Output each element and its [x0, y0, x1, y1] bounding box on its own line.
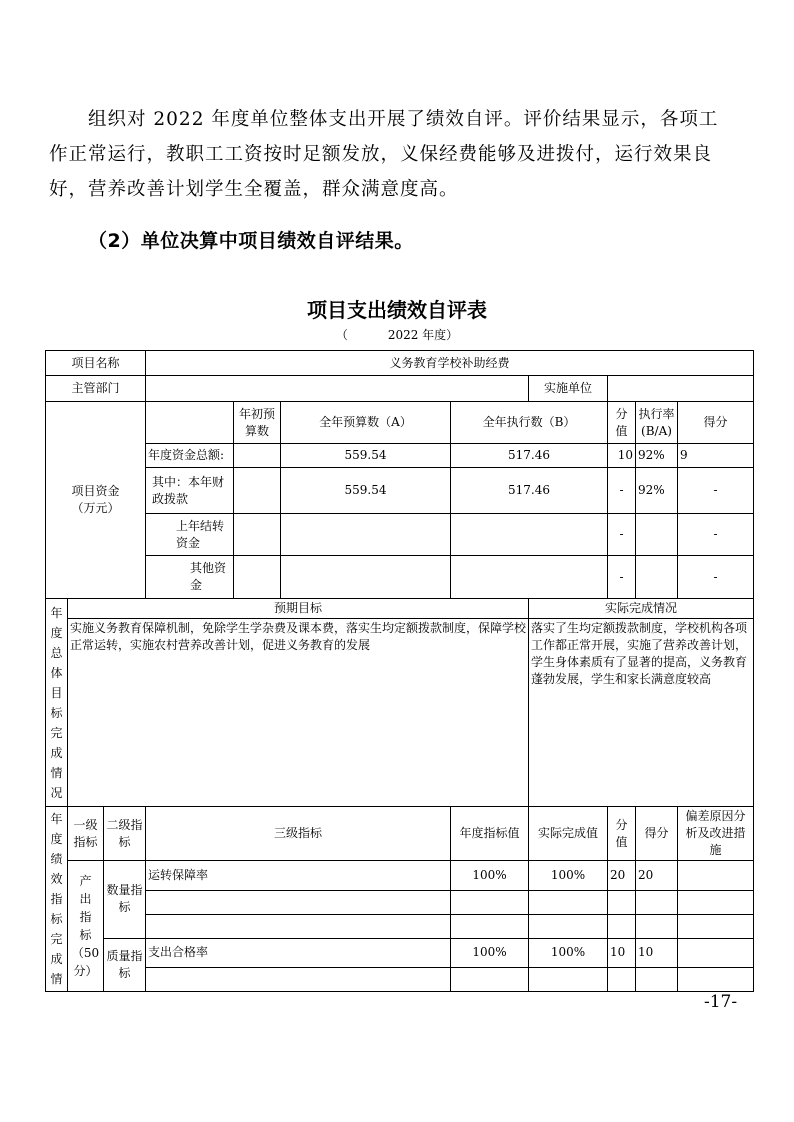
funds-row-rate: 92%	[636, 468, 678, 514]
funds-label	[46, 402, 146, 599]
project-name-value: 义务教育学校补助经费	[146, 351, 754, 376]
funds-row-score-value: 10	[608, 444, 636, 468]
funds-row-initial	[234, 514, 281, 556]
header-executed: 全年执行数（B）	[451, 402, 608, 444]
indicator-actual	[529, 968, 608, 992]
funds-row-executed: 517.46	[451, 444, 608, 468]
header-indicator-score-value: 分值	[608, 807, 636, 861]
indicator-score-value	[608, 968, 636, 992]
level2-quality-label: 质量指标	[104, 938, 146, 992]
indicators-header-row	[46, 807, 754, 861]
funds-row-label: 其他资金	[146, 556, 234, 599]
expected-goals-text: 实施义务教育保障机制，免除学生学杂费及课本费，落实生均定额拨款制度，保障学校正常运转，实施农村营养改善计划，促进义务教育的发展	[68, 619, 529, 807]
indicator-row	[46, 861, 754, 891]
indicator-deviation	[678, 914, 754, 938]
indicator-score: 10	[636, 938, 678, 968]
header-initial-budget: 年初预算数	[234, 402, 281, 444]
funds-row-label: 其中：本年财政拨款	[146, 468, 234, 514]
indicator-deviation	[678, 890, 754, 914]
header-deviation: 偏差原因分析及改进措施	[678, 807, 754, 861]
level1-output-label: 产 出 指 标 （50 分）	[68, 861, 104, 992]
year-note-text: 2022 年度）	[387, 328, 459, 342]
implementing-unit-value	[608, 376, 754, 402]
indicator-row	[46, 890, 754, 914]
table-title: 项目支出绩效自评表	[307, 298, 487, 322]
indicator-score-value	[608, 890, 636, 914]
funds-row-score: -	[678, 468, 754, 514]
indicator-actual	[529, 890, 608, 914]
header-annual-budget: 全年预算数（A）	[281, 402, 451, 444]
indicator-deviation	[678, 861, 754, 891]
header-level2: 二级指标	[104, 807, 146, 861]
indicator-name: 支出合格率	[146, 938, 451, 968]
intro-line-2: 作正常运行，教职工工资按时足额发放，义保经费能够及进拨付，运行效果良	[49, 144, 713, 165]
funds-row-label: 年度资金总额:	[146, 444, 234, 468]
indicator-name	[146, 890, 451, 914]
funds-row-score-value: -	[608, 514, 636, 556]
indicator-deviation	[678, 938, 754, 968]
department-row	[46, 376, 754, 402]
actual-completion-text: 落实了生均定额拨款制度，学校机构各项工作都正常开展，实施了营养改善计划，学生身体素质有了显著的提高，义务教育蓬勃发展，学生和家长满意度较高	[529, 619, 754, 807]
indicator-actual	[529, 914, 608, 938]
indicator-row	[46, 968, 754, 992]
funds-row-executed	[451, 556, 608, 599]
funds-row-initial	[234, 556, 281, 599]
header-actual: 实际完成值	[529, 807, 608, 861]
funds-row-initial	[234, 444, 281, 468]
funds-label-line2: （万元）	[71, 501, 120, 515]
section-heading: （2）单位决算中项目绩效自评结果。	[88, 230, 414, 252]
expected-goals-header: 预期目标	[68, 599, 529, 619]
indicator-name	[146, 968, 451, 992]
header-score-value: 分值	[608, 402, 636, 444]
funds-row-total	[46, 444, 754, 468]
indicator-target	[451, 890, 529, 914]
header-execution-rate: 执行率(B/A)	[636, 402, 678, 444]
project-name-label: 项目名称	[46, 351, 146, 376]
indicator-target: 100%	[451, 938, 529, 968]
funds-row-executed	[451, 514, 608, 556]
header-level1: 一级指标	[68, 807, 104, 861]
funds-row-budget: 559.54	[281, 444, 451, 468]
funds-row-rate: 92%	[636, 444, 678, 468]
header-score: 得分	[678, 402, 754, 444]
year-note	[0, 326, 794, 343]
evaluation-table	[45, 350, 754, 992]
indicator-actual: 100%	[529, 861, 608, 891]
funds-row-budget	[281, 514, 451, 556]
indicator-deviation	[678, 968, 754, 992]
funds-row-score-value: -	[608, 468, 636, 514]
goals-side-label: 年 度 总 体 目 标 完 成 情 况	[46, 599, 68, 807]
indicator-score	[636, 914, 678, 938]
indicator-target: 100%	[451, 861, 529, 891]
project-name-row	[46, 351, 754, 376]
header-level3: 三级指标	[146, 807, 451, 861]
funds-row-initial	[234, 468, 281, 514]
intro-line-3: 好，营养改善计划学生全覆盖，群众满意度高。	[49, 179, 459, 200]
year-note-open: （	[335, 328, 348, 342]
funds-row-budget: 559.54	[281, 468, 451, 514]
header-indicator-score: 得分	[636, 807, 678, 861]
indicator-name	[146, 914, 451, 938]
department-label: 主管部门	[46, 376, 146, 402]
intro-paragraph	[49, 102, 756, 207]
funds-header-blank	[146, 402, 234, 444]
funds-row-other	[46, 556, 754, 599]
indicator-target	[451, 968, 529, 992]
funds-row-label: 上年结转资金	[146, 514, 234, 556]
indicator-row	[46, 938, 754, 968]
funds-row-budget	[281, 556, 451, 599]
indicator-score-value: 20	[608, 861, 636, 891]
funds-row-rate	[636, 556, 678, 599]
indicator-actual: 100%	[529, 938, 608, 968]
goals-content-row	[46, 619, 754, 807]
indicator-score-value: 10	[608, 938, 636, 968]
indicators-side-label: 年 度 绩 效 指 标 完 成 情	[46, 807, 68, 992]
funds-row-score: -	[678, 556, 754, 599]
funds-row-fiscal	[46, 468, 754, 514]
department-value	[146, 376, 529, 402]
level2-quantity-label: 数量指标	[104, 861, 146, 939]
funds-row-score: -	[678, 514, 754, 556]
implementing-unit-label: 实施单位	[529, 376, 608, 402]
funds-row-executed: 517.46	[451, 468, 608, 514]
indicator-score-value	[608, 914, 636, 938]
actual-completion-header: 实际完成情况	[529, 599, 754, 619]
indicator-score	[636, 968, 678, 992]
funds-label-line1: 项目资金	[71, 484, 120, 498]
funds-row-rate	[636, 514, 678, 556]
indicator-target	[451, 914, 529, 938]
page-number: -17-	[704, 992, 738, 1012]
funds-row-carryover	[46, 514, 754, 556]
indicator-score: 20	[636, 861, 678, 891]
indicator-name: 运转保障率	[146, 861, 451, 891]
funds-header-row	[46, 402, 754, 444]
funds-row-score-value: -	[608, 556, 636, 599]
header-target: 年度指标值	[451, 807, 529, 861]
funds-row-score: 9	[678, 444, 754, 468]
indicator-row	[46, 914, 754, 938]
goals-header-row	[46, 599, 754, 619]
indicator-score	[636, 890, 678, 914]
intro-line-1: 组织对 2022 年度单位整体支出开展了绩效自评。评价结果显示，各项工	[88, 109, 719, 130]
